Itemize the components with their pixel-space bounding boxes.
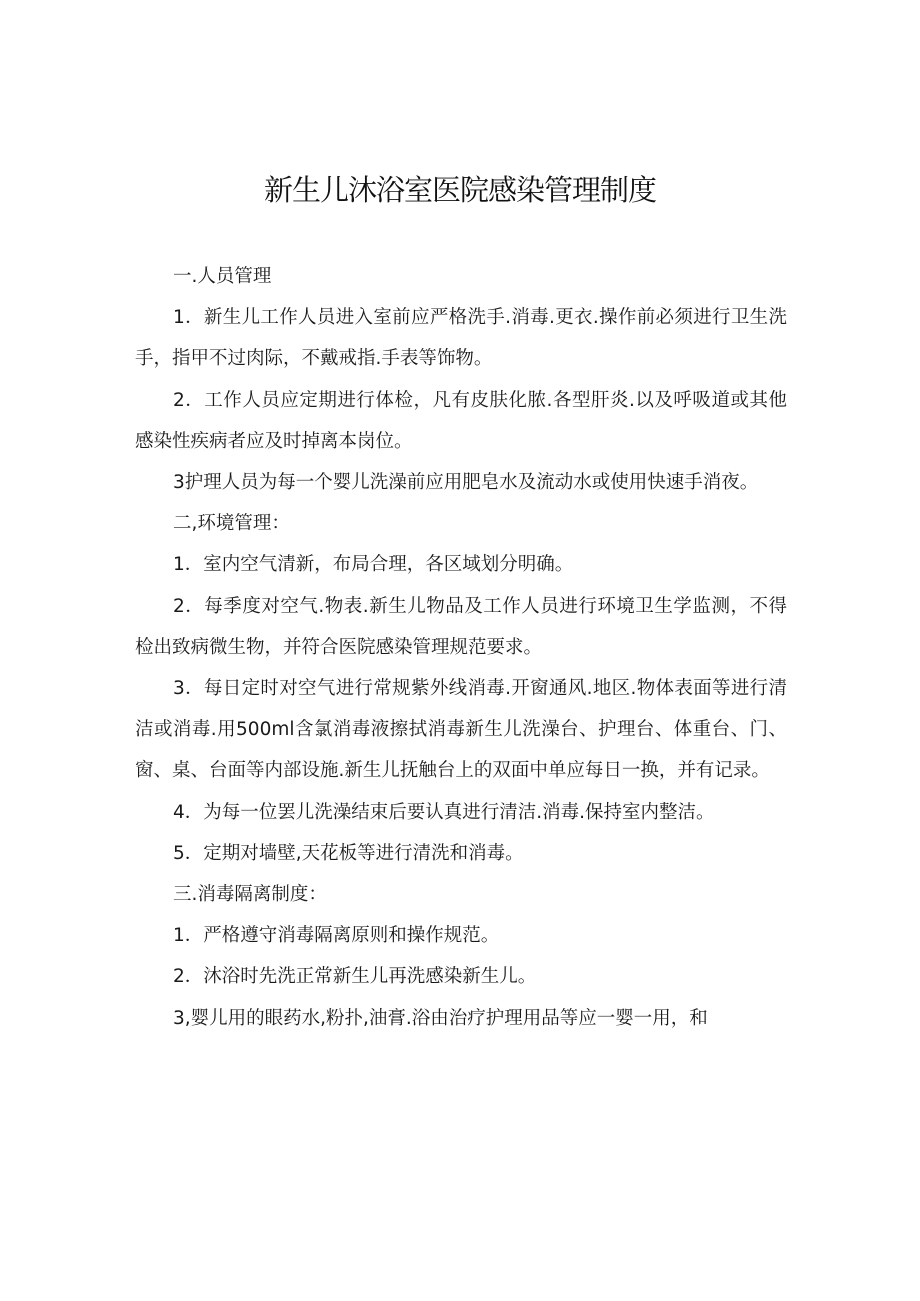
paragraph: 1．严格遵守消毒隔离原则和操作规范。 — [173, 925, 500, 947]
paragraph: 1．新生儿工作人员进入室前应严格洗手.消毒.更衣.操作前必须进行卫生洗手，指甲不过肉际，不戴戒指.手表等饰物。 — [135, 307, 787, 370]
paragraph: 2．工作人员应定期进行体检，凡有皮肤化脓.各型肝炎.以及呼吸道或其他感染性疾病者应及时掉离本岗位。 — [135, 389, 787, 452]
paragraph: 5．定期对墙壁,天花板等进行清洗和消毒。 — [173, 842, 524, 864]
paragraph: 3护理人员为每一个婴儿洗澡前应用肥皂水及流动水或使用快速手消夜。 — [173, 472, 759, 494]
document-title: 新生儿沐浴室医院感染管理制度 — [263, 173, 656, 207]
paragraph: 2．沐浴时先洗正常新生儿再洗感染新生儿。 — [173, 966, 537, 988]
section-heading-environment: 二,环境管理： — [173, 513, 290, 535]
paragraph: 1．室内空气清新，布局合理，各区域划分明确。 — [173, 554, 574, 576]
paragraph: 4．为每一位罢儿洗澡结束后要认真进行清洁.消毒.保持室内整洁。 — [173, 801, 715, 823]
document-body — [135, 256, 787, 1039]
paragraph: 2．每季度对空气.物表.新生儿物品及工作人员进行环境卫生学监测，不得检出致病微生物，并符合医院感染管理规范要求。 — [135, 595, 787, 658]
section-heading-personnel: 一.人员管理 — [173, 266, 272, 287]
section-heading-disinfection: 三.消毒隔离制度： — [173, 884, 327, 906]
paragraph: 3．每日定时对空气进行常规紫外线消毒.开窗通风.地区.物体表面等进行清洁或消毒.用500ml含氯消毒液擦拭消毒新生儿洗澡台、护理台、体重台、门、窗、桌、台面等内部设施.新生儿抚触台上的双面中单应每日一换，并有记录。 — [135, 678, 787, 782]
paragraph: 3,婴儿用的眼药水,粉扑,油膏.浴由治疗护理用品等应一婴一用，和 — [173, 1007, 708, 1029]
